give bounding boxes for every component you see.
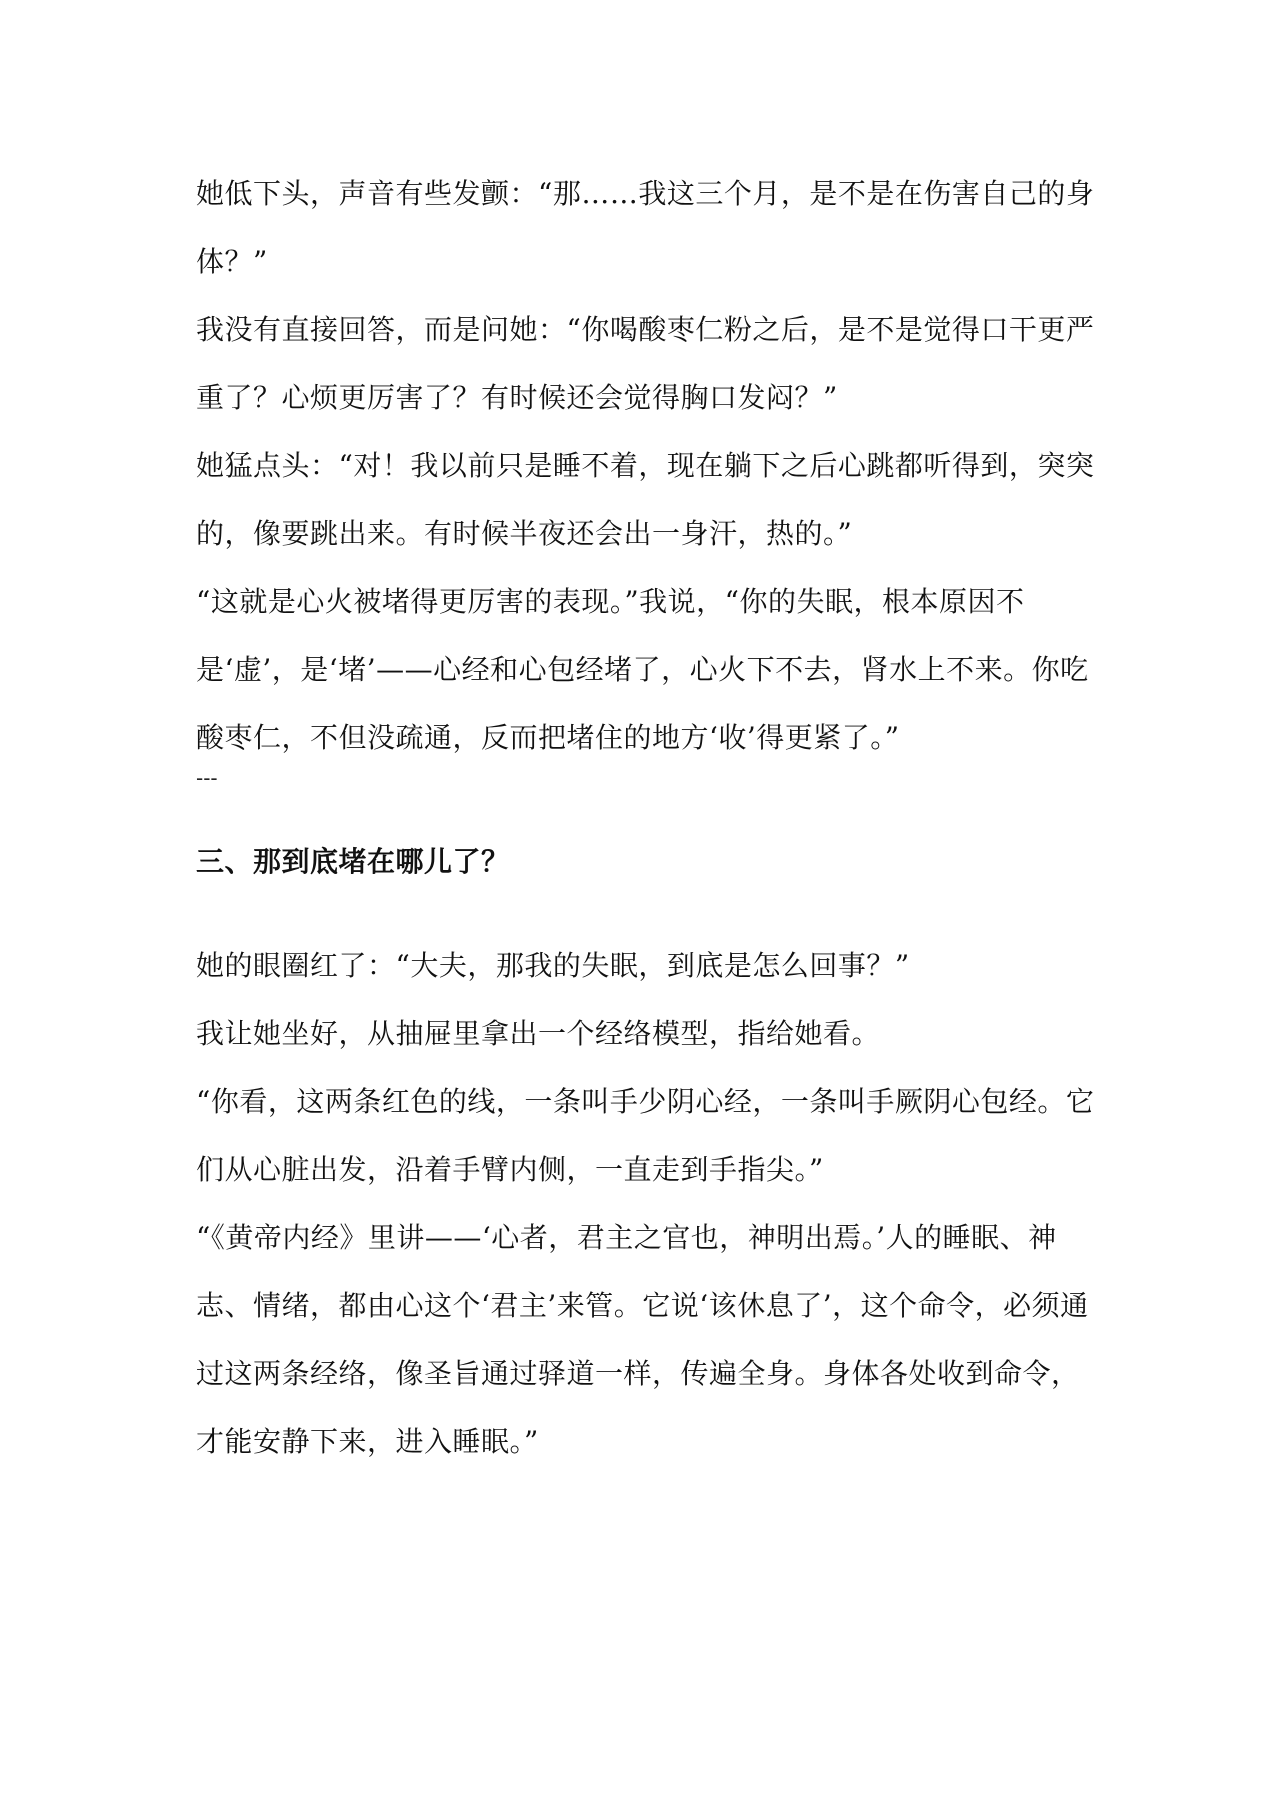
section-divider: --- [196,766,218,790]
paragraph: “《黄帝内经》里讲——‘心者，君主之官也，神明出焉。’人的睡眠、神志、情绪，都由心这个‘君主’来管。它说‘该休息了’，这个命令，必须通过这两条经络，像圣旨通过驿道一样，传遍全身。身体各处收到命令，才能安静下来，进入睡眠。” [196,1221,1089,1458]
paragraph: 我没有直接回答，而是问她：“你喝酸枣仁粉之后，是不是觉得口干更严重了？心烦更厉害了？有时候还会觉得胸口发闷？” [196,313,1095,414]
paragraph: “这就是心火被堵得更厉害的表现。”我说，“你的失眠，根本原因不是‘虚’，是‘堵’——心经和心包经堵了，心火下不去，肾水上不来。你吃酸枣仁，不但没疏通，反而把堵住的地方‘收’得更紧了。” [196,585,1089,754]
paragraph: 她的眼圈红了：“大夫，那我的失眠，到底是怎么回事？” [196,949,910,982]
paragraph: 她低下头，声音有些发颤：“那……我这三个月，是不是在伤害自己的身体？” [196,177,1095,278]
paragraph: 我让她坐好，从抽屉里拿出一个经络模型，指给她看。 [196,1017,881,1050]
paragraph: “你看，这两条红色的线，一条叫手少阴心经，一条叫手厥阴心包经。它们从心脏出发，沿着手臂内侧，一直走到手指尖。” [196,1085,1095,1186]
document-body [196,160,1096,1476]
paragraph: 她猛点头：“对！我以前只是睡不着，现在躺下之后心跳都听得到，突突的，像要跳出来。有时候半夜还会出一身汗，热的。” [196,449,1095,550]
section-heading: 三、那到底堵在哪儿了？ [196,845,510,878]
